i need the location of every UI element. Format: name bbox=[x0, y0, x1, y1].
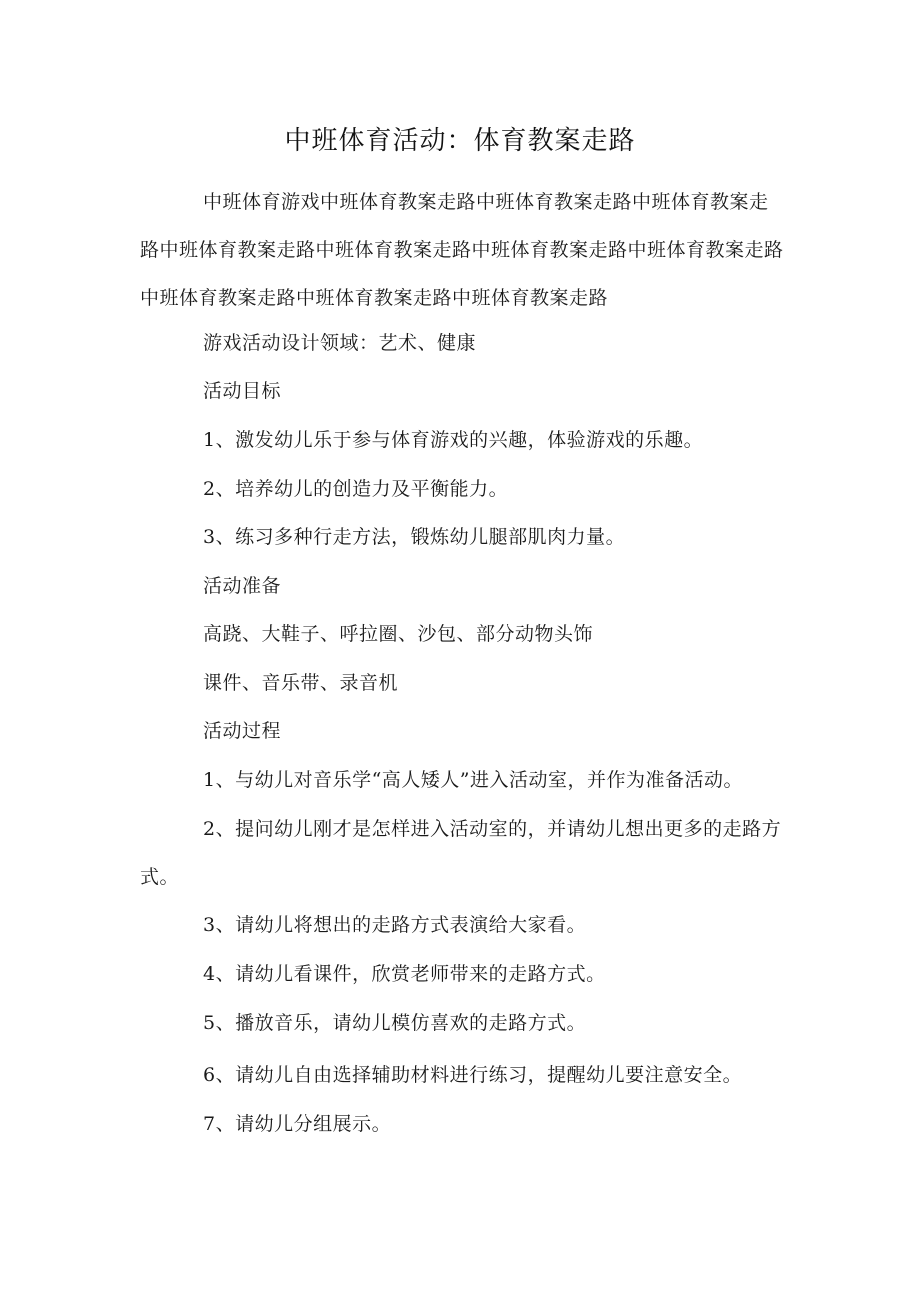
process-heading: 活动过程 bbox=[203, 720, 282, 742]
intro-paragraph: 中班体育游戏中班体育教案走路中班体育教案走路中班体育教案走路中班体育教案走路中班体育教案走路中班体育教案走路中班体育教案走路中班体育教案走路中班体育教案走路中班体育教案走路 bbox=[140, 191, 784, 309]
goal-item: 2、培养幼儿的创造力及平衡能力。 bbox=[203, 478, 509, 500]
prep-item: 高跷、大鞋子、呼拉圈、沙包、部分动物头饰 bbox=[203, 623, 594, 645]
goal-item: 3、练习多种行走方法，锻炼幼儿腿部肌肉力量。 bbox=[203, 526, 626, 548]
process-item: 6、请幼儿自由选择辅助材料进行练习，提醒幼儿要注意安全。 bbox=[203, 1064, 743, 1086]
domain-line: 游戏活动设计领域：艺术、健康 bbox=[203, 332, 477, 354]
process-item: 7、请幼儿分组展示。 bbox=[203, 1113, 392, 1135]
process-item: 2、提问幼儿刚才是怎样进入活动室的，并请幼儿想出更多的走路方式。 bbox=[140, 818, 782, 888]
process-item: 5、播放音乐，请幼儿模仿喜欢的走路方式。 bbox=[203, 1012, 587, 1034]
document-title: 中班体育活动：体育教案走路 bbox=[284, 126, 636, 156]
goals-heading: 活动目标 bbox=[203, 380, 282, 402]
goal-item: 1、激发幼儿乐于参与体育游戏的兴趣，体验游戏的乐趣。 bbox=[203, 429, 704, 451]
process-item: 4、请幼儿看课件，欣赏老师带来的走路方式。 bbox=[203, 963, 606, 985]
process-item: 3、请幼儿将想出的走路方式表演给大家看。 bbox=[203, 914, 587, 936]
prep-item: 课件、音乐带、录音机 bbox=[203, 672, 399, 694]
process-item: 1、与幼儿对音乐学“高人矮人”进入活动室，并作为准备活动。 bbox=[203, 769, 744, 791]
prep-heading: 活动准备 bbox=[203, 575, 282, 597]
